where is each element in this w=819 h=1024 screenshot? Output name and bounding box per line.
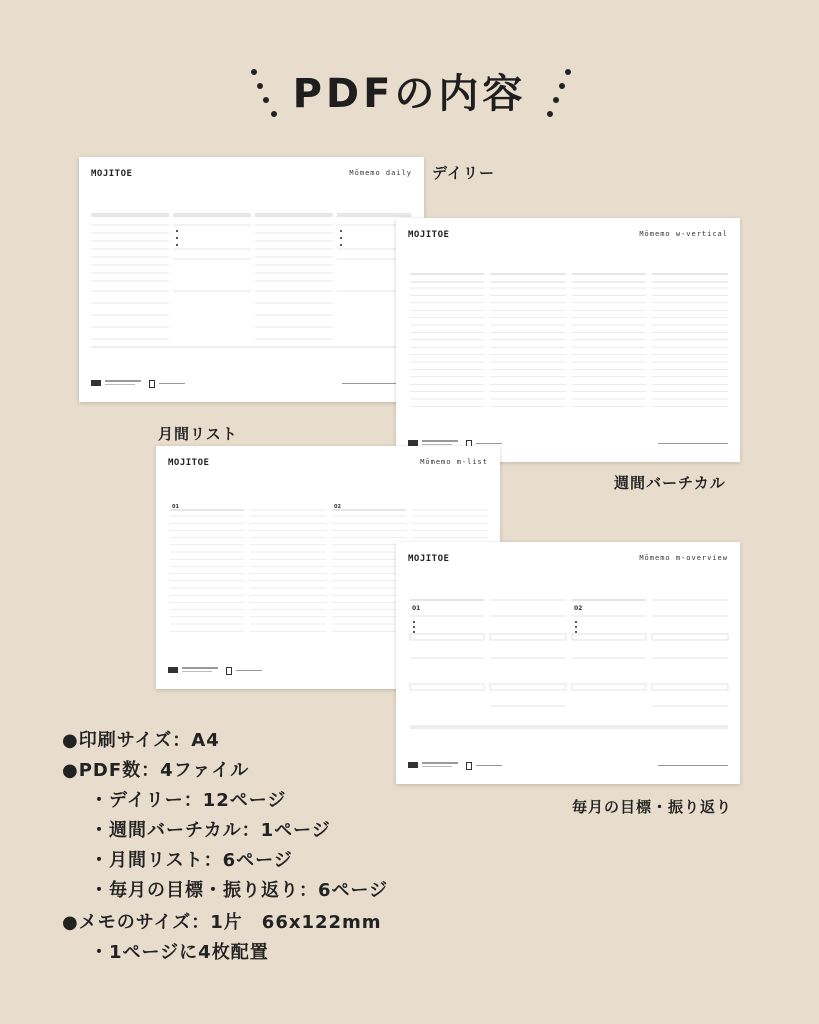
spec-list-pages: ・月間リスト：6ページ: [90, 850, 293, 871]
spec-overview-pages: ・毎月の目標・振り返り：6ページ: [90, 880, 389, 901]
spec-daily-pages: ・デイリー：12ページ: [90, 790, 287, 811]
spec-memo-size: ●メモのサイズ：1片 66x122mm: [62, 912, 382, 933]
designer-logo: [149, 380, 155, 388]
publisher-logo: [168, 667, 178, 673]
spec-pdf-count: ●PDF数：4ファイル: [62, 760, 250, 781]
daily-label: デイリー: [432, 164, 495, 182]
overview-label: 毎月の目標・振り返り: [572, 798, 733, 816]
publisher-logo: [91, 380, 101, 386]
list-label: 月間リスト: [158, 425, 238, 443]
spec-list: [62, 726, 462, 968]
brand-logo: MOJITOE: [408, 230, 450, 240]
sheet-footer: [91, 380, 412, 392]
daily-sheet: [79, 157, 424, 402]
daily-grid: [89, 207, 414, 355]
svg-text:01: 01: [172, 504, 179, 510]
vertical-label: 週間バーチカル: [614, 474, 726, 492]
brand-logo: MOJITOE: [91, 169, 133, 179]
designer-logo: [226, 667, 232, 675]
overview-grid: [406, 594, 730, 744]
vertical-sheet: [396, 218, 740, 462]
spec-per-page: ・1ページに4枚配置: [90, 942, 269, 963]
brand-logo: MOJITOE: [168, 458, 210, 468]
sheet-title: Mōmemo m-overview: [639, 554, 728, 562]
spec-print-size: ●印刷サイズ：A4: [62, 730, 220, 751]
designer-logo: [466, 762, 472, 770]
sparkle-right-icon: [538, 62, 574, 122]
brand-logo: MOJITOE: [408, 554, 450, 564]
svg-text:01: 01: [412, 605, 421, 612]
page-title: PDFの内容: [292, 70, 527, 117]
sheet-title: Mōmemo m-list: [420, 458, 488, 466]
page-title-wrap: [0, 58, 819, 122]
spec-vertical-pages: ・週間バーチカル：1ページ: [90, 820, 331, 841]
vertical-grid: [406, 270, 730, 420]
svg-text:02: 02: [574, 605, 583, 612]
sheet-title: Mōmemo w-vertical: [639, 230, 728, 238]
sheet-title: Mōmemo daily: [349, 169, 412, 177]
svg-text:02: 02: [334, 504, 341, 510]
